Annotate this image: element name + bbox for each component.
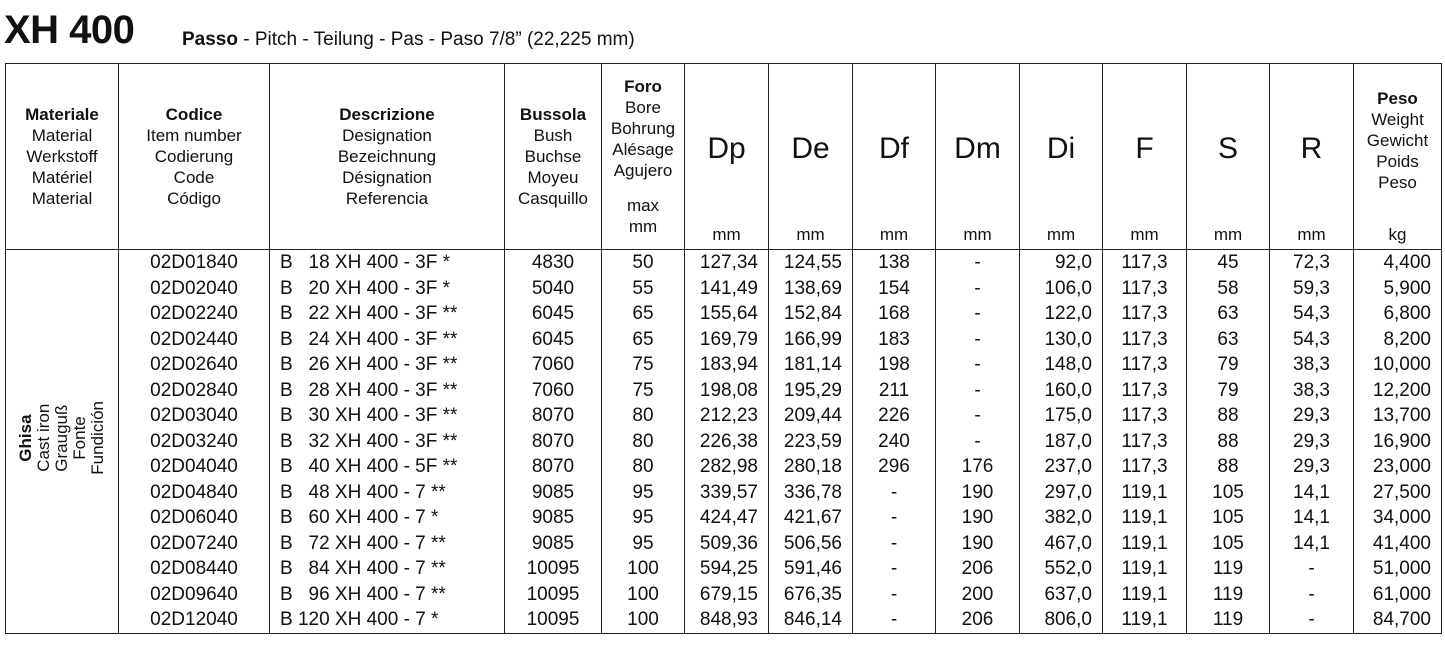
cell-de: 124,55	[769, 250, 853, 276]
hdr-line: Moyeu	[527, 168, 579, 187]
hdr-line: Alésage	[612, 140, 674, 159]
material-line: Grauguß	[52, 403, 71, 472]
cell-de: 846,14	[769, 607, 853, 633]
title-row	[4, 4, 1434, 54]
cell-s: 105	[1187, 480, 1270, 506]
cell-desc: B 84 XH 400 - 7 **	[270, 556, 505, 582]
col-s	[1187, 64, 1270, 250]
hdr-symbol: S	[1217, 132, 1238, 165]
cell-r: 72,3	[1270, 250, 1354, 276]
cell-bore: 75	[602, 352, 685, 378]
cell-s: 45	[1187, 250, 1270, 276]
cell-di: 237,0	[1020, 454, 1103, 480]
hdr-line: Material	[31, 189, 93, 208]
cell-dm: 190	[936, 505, 1020, 531]
cell-desc: B 72 XH 400 - 7 **	[270, 531, 505, 557]
col-di	[1020, 64, 1103, 250]
material-cell	[6, 250, 119, 634]
cell-bore: 95	[602, 505, 685, 531]
cell-s: 79	[1187, 378, 1270, 404]
hdr-line: Weight	[1371, 110, 1424, 129]
cell-f: 119,1	[1103, 505, 1187, 531]
cell-r: 14,1	[1270, 531, 1354, 557]
cell-code: 02D04840	[119, 480, 270, 506]
cell-r: -	[1270, 607, 1354, 633]
cell-de: 138,69	[769, 276, 853, 302]
cell-dm: -	[936, 378, 1020, 404]
cell-s: 119	[1187, 607, 1270, 633]
cell-bush: 6045	[505, 327, 602, 353]
material-label	[17, 401, 107, 475]
cell-bore: 80	[602, 454, 685, 480]
cell-bush: 9085	[505, 480, 602, 506]
cell-dp: 141,49	[685, 276, 769, 302]
cell-bore: 50	[602, 250, 685, 276]
cell-code: 02D02240	[119, 301, 270, 327]
cell-code: 02D02840	[119, 378, 270, 404]
hdr-unit: mm	[879, 225, 909, 244]
cell-r: 54,3	[1270, 301, 1354, 327]
table-row	[6, 480, 1442, 506]
cell-desc: B 18 XH 400 - 3F *	[270, 250, 505, 276]
cell-di: 122,0	[1020, 301, 1103, 327]
table-row	[6, 505, 1442, 531]
cell-f: 117,3	[1103, 429, 1187, 455]
cell-r: 29,3	[1270, 454, 1354, 480]
hdr-line: Code	[173, 168, 215, 187]
cell-desc: B 96 XH 400 - 7 **	[270, 582, 505, 608]
cell-df: 296	[853, 454, 936, 480]
hdr-line: Gewicht	[1366, 131, 1429, 150]
header-row	[6, 64, 1442, 250]
hdr-unit: mm	[796, 225, 825, 244]
cell-di: 806,0	[1020, 607, 1103, 633]
cell-di: 467,0	[1020, 531, 1103, 557]
col-peso	[1354, 64, 1442, 250]
hdr-line: Materiale	[25, 105, 99, 124]
cell-de: 195,29	[769, 378, 853, 404]
cell-s: 119	[1187, 556, 1270, 582]
cell-s: 105	[1187, 531, 1270, 557]
cell-bush: 6045	[505, 301, 602, 327]
table-row	[6, 352, 1442, 378]
hdr-line: Referencia	[345, 189, 429, 208]
cell-bush: 8070	[505, 454, 602, 480]
cell-bore: 100	[602, 607, 685, 633]
cell-bore: 100	[602, 582, 685, 608]
cell-di: 130,0	[1020, 327, 1103, 353]
table-row	[6, 276, 1442, 302]
cell-bore: 55	[602, 276, 685, 302]
cell-dp: 679,15	[685, 582, 769, 608]
hdr-line: Werkstoff	[26, 147, 98, 166]
material-bold: Ghisa	[16, 413, 35, 462]
cell-s: 88	[1187, 403, 1270, 429]
hdr-line: Descrizione	[339, 105, 435, 124]
hdr-line: Casquillo	[518, 189, 588, 208]
cell-w: 34,000	[1354, 505, 1442, 531]
hdr-line: Peso	[1377, 89, 1418, 108]
cell-dm: -	[936, 250, 1020, 276]
hdr-line: Buchse	[524, 147, 582, 166]
cell-w: 41,400	[1354, 531, 1442, 557]
cell-de: 152,84	[769, 301, 853, 327]
cell-desc: B 32 XH 400 - 3F **	[270, 429, 505, 455]
cell-code: 02D01840	[119, 250, 270, 276]
cell-df: 198	[853, 352, 936, 378]
cell-de: 209,44	[769, 403, 853, 429]
hdr-line: Bussola	[519, 105, 587, 124]
col-dp	[685, 64, 769, 250]
cell-bush: 7060	[505, 352, 602, 378]
cell-r: -	[1270, 556, 1354, 582]
cell-di: 297,0	[1020, 480, 1103, 506]
cell-bush: 7060	[505, 378, 602, 404]
hdr-unit: mm	[1297, 225, 1326, 244]
cell-f: 117,3	[1103, 301, 1187, 327]
cell-code: 02D09640	[119, 582, 270, 608]
pitch-subtitle	[182, 29, 635, 51]
hdr-unit: mm	[1046, 225, 1076, 244]
cell-bush: 9085	[505, 505, 602, 531]
cell-r: 54,3	[1270, 327, 1354, 353]
hdr-symbol: Dm	[954, 132, 1001, 165]
cell-w: 13,700	[1354, 403, 1442, 429]
cell-desc: B 24 XH 400 - 3F **	[270, 327, 505, 353]
cell-dm: -	[936, 403, 1020, 429]
cell-bore: 65	[602, 327, 685, 353]
cell-r: 38,3	[1270, 352, 1354, 378]
cell-desc: B 30 XH 400 - 3F **	[270, 403, 505, 429]
cell-f: 117,3	[1103, 378, 1187, 404]
cell-di: 148,0	[1020, 352, 1103, 378]
col-df	[853, 64, 936, 250]
cell-r: 38,3	[1270, 378, 1354, 404]
cell-code: 02D07240	[119, 531, 270, 557]
cell-code: 02D02440	[119, 327, 270, 353]
hdr-line: Poids	[1376, 152, 1419, 171]
cell-di: 175,0	[1020, 403, 1103, 429]
cell-w: 6,800	[1354, 301, 1442, 327]
table-row	[6, 327, 1442, 353]
hdr-line: Bohrung	[610, 119, 676, 138]
cell-df: 240	[853, 429, 936, 455]
hdr-unit: mm	[963, 225, 992, 244]
cell-dp: 127,34	[685, 250, 769, 276]
hdr-line: Codice	[165, 105, 223, 124]
cell-dp: 155,64	[685, 301, 769, 327]
cell-desc: B 60 XH 400 - 7 *	[270, 505, 505, 531]
hdr-symbol: R	[1300, 132, 1323, 165]
hdr-line: Código	[167, 189, 221, 208]
cell-di: 160,0	[1020, 378, 1103, 404]
hdr-line: Material	[31, 126, 93, 145]
cell-f: 117,3	[1103, 327, 1187, 353]
cell-w: 51,000	[1354, 556, 1442, 582]
hdr-symbol: Dp	[707, 132, 746, 165]
cell-dp: 594,25	[685, 556, 769, 582]
cell-de: 506,56	[769, 531, 853, 557]
cell-s: 88	[1187, 454, 1270, 480]
col-codice	[119, 64, 270, 250]
cell-s: 105	[1187, 505, 1270, 531]
col-r	[1270, 64, 1354, 250]
table-row	[6, 378, 1442, 404]
cell-f: 119,1	[1103, 556, 1187, 582]
cell-code: 02D06040	[119, 505, 270, 531]
cell-code: 02D03040	[119, 403, 270, 429]
cell-dp: 212,23	[685, 403, 769, 429]
col-bussola	[505, 64, 602, 250]
cell-df: 183	[853, 327, 936, 353]
cell-r: 29,3	[1270, 429, 1354, 455]
hdr-unit: mm	[1213, 225, 1243, 244]
cell-df: 154	[853, 276, 936, 302]
cell-df: -	[853, 505, 936, 531]
hdr-symbol: Di	[1046, 132, 1076, 165]
col-materiale	[6, 64, 119, 250]
cell-w: 5,900	[1354, 276, 1442, 302]
cell-r: 59,3	[1270, 276, 1354, 302]
hdr-symbol: F	[1135, 132, 1154, 165]
cell-di: 552,0	[1020, 556, 1103, 582]
cell-dm: 200	[936, 582, 1020, 608]
col-descrizione	[270, 64, 505, 250]
cell-w: 12,200	[1354, 378, 1442, 404]
hdr-symbol: Df	[879, 132, 909, 165]
cell-dp: 282,98	[685, 454, 769, 480]
hdr-line: Peso	[1378, 173, 1417, 192]
cell-de: 421,67	[769, 505, 853, 531]
table-row	[6, 454, 1442, 480]
cell-df: -	[853, 582, 936, 608]
cell-dp: 339,57	[685, 480, 769, 506]
cell-f: 117,3	[1103, 250, 1187, 276]
cell-w: 84,700	[1354, 607, 1442, 633]
cell-w: 23,000	[1354, 454, 1442, 480]
cell-w: 4,400	[1354, 250, 1442, 276]
cell-f: 117,3	[1103, 454, 1187, 480]
table-row	[6, 607, 1442, 633]
cell-di: 106,0	[1020, 276, 1103, 302]
hdr-line: Bezeichnung	[337, 147, 437, 166]
cell-r: 14,1	[1270, 480, 1354, 506]
cell-s: 88	[1187, 429, 1270, 455]
sprocket-table	[5, 63, 1442, 634]
page-title: XH 400	[4, 8, 135, 52]
table-row	[6, 429, 1442, 455]
col-dm	[936, 64, 1020, 250]
cell-w: 10,000	[1354, 352, 1442, 378]
cell-bore: 95	[602, 531, 685, 557]
cell-f: 117,3	[1103, 276, 1187, 302]
subtitle-rest: - Pitch - Teilung - Pas - Paso 7/8” (22,225 mm)	[237, 29, 635, 50]
cell-bore: 80	[602, 403, 685, 429]
cell-f: 119,1	[1103, 531, 1187, 557]
col-foro	[602, 64, 685, 250]
cell-bush: 5040	[505, 276, 602, 302]
cell-de: 591,46	[769, 556, 853, 582]
cell-de: 280,18	[769, 454, 853, 480]
cell-f: 119,1	[1103, 480, 1187, 506]
cell-code: 02D08440	[119, 556, 270, 582]
cell-di: 382,0	[1020, 505, 1103, 531]
cell-f: 119,1	[1103, 607, 1187, 633]
cell-r: 14,1	[1270, 505, 1354, 531]
cell-desc: B 22 XH 400 - 3F **	[270, 301, 505, 327]
cell-dp: 183,94	[685, 352, 769, 378]
cell-de: 676,35	[769, 582, 853, 608]
table-row	[6, 403, 1442, 429]
hdr-line: Désignation	[342, 168, 432, 187]
cell-bush: 8070	[505, 403, 602, 429]
cell-bush: 10095	[505, 556, 602, 582]
cell-w: 27,500	[1354, 480, 1442, 506]
cell-dp: 226,38	[685, 429, 769, 455]
cell-w: 16,900	[1354, 429, 1442, 455]
subtitle-bold: Passo	[182, 29, 238, 50]
cell-code: 02D03240	[119, 429, 270, 455]
cell-desc: B 26 XH 400 - 3F **	[270, 352, 505, 378]
cell-dm: 206	[936, 556, 1020, 582]
cell-bore: 100	[602, 556, 685, 582]
cell-di: 637,0	[1020, 582, 1103, 608]
hdr-line: Codierung	[154, 147, 234, 166]
cell-f: 117,3	[1103, 403, 1187, 429]
hdr-line: Item number	[146, 126, 242, 145]
table-row	[6, 556, 1442, 582]
hdr-line: max	[626, 196, 660, 215]
cell-f: 119,1	[1103, 582, 1187, 608]
hdr-unit: kg	[1388, 225, 1407, 244]
cell-bore: 95	[602, 480, 685, 506]
cell-r: 29,3	[1270, 403, 1354, 429]
cell-w: 61,000	[1354, 582, 1442, 608]
cell-dm: -	[936, 352, 1020, 378]
cell-bore: 65	[602, 301, 685, 327]
cell-df: -	[853, 480, 936, 506]
cell-bush: 10095	[505, 582, 602, 608]
cell-s: 119	[1187, 582, 1270, 608]
col-de	[769, 64, 853, 250]
hdr-line: Bush	[533, 126, 573, 145]
cell-dp: 169,79	[685, 327, 769, 353]
cell-de: 223,59	[769, 429, 853, 455]
cell-s: 63	[1187, 301, 1270, 327]
cell-bush: 10095	[505, 607, 602, 633]
material-line: Fundición	[88, 400, 107, 475]
cell-code: 02D12040	[119, 607, 270, 633]
cell-f: 117,3	[1103, 352, 1187, 378]
cell-r: -	[1270, 582, 1354, 608]
cell-df: 226	[853, 403, 936, 429]
cell-df: -	[853, 607, 936, 633]
cell-dm: -	[936, 301, 1020, 327]
table-row	[6, 582, 1442, 608]
cell-code: 02D04040	[119, 454, 270, 480]
cell-dm: -	[936, 327, 1020, 353]
cell-desc: B 120 XH 400 - 7 *	[270, 607, 505, 633]
cell-df: 138	[853, 250, 936, 276]
cell-de: 181,14	[769, 352, 853, 378]
cell-s: 79	[1187, 352, 1270, 378]
cell-de: 166,99	[769, 327, 853, 353]
cell-di: 92,0	[1020, 250, 1103, 276]
cell-dm: -	[936, 276, 1020, 302]
cell-desc: B 48 XH 400 - 7 **	[270, 480, 505, 506]
cell-dm: 190	[936, 480, 1020, 506]
hdr-line: mm	[628, 217, 658, 236]
cell-desc: B 20 XH 400 - 3F *	[270, 276, 505, 302]
cell-desc: B 28 XH 400 - 3F **	[270, 378, 505, 404]
cell-dm: -	[936, 429, 1020, 455]
hdr-unit: mm	[1130, 225, 1159, 244]
hdr-line: Agujero	[613, 161, 673, 180]
cell-w: 8,200	[1354, 327, 1442, 353]
table-row	[6, 250, 1442, 276]
cell-bush: 8070	[505, 429, 602, 455]
table-body	[6, 250, 1442, 634]
col-f	[1103, 64, 1187, 250]
cell-code: 02D02040	[119, 276, 270, 302]
cell-bush: 4830	[505, 250, 602, 276]
hdr-line: Foro	[624, 77, 662, 96]
hdr-line: Matériel	[31, 168, 93, 187]
cell-di: 187,0	[1020, 429, 1103, 455]
cell-dp: 198,08	[685, 378, 769, 404]
cell-s: 58	[1187, 276, 1270, 302]
table-row	[6, 531, 1442, 557]
cell-bore: 80	[602, 429, 685, 455]
cell-df: 211	[853, 378, 936, 404]
cell-code: 02D02640	[119, 352, 270, 378]
cell-dp: 424,47	[685, 505, 769, 531]
hdr-line: Bore	[625, 98, 661, 117]
cell-bush: 9085	[505, 531, 602, 557]
material-line: Cast iron	[34, 403, 53, 472]
table-row	[6, 301, 1442, 327]
cell-dp: 509,36	[685, 531, 769, 557]
cell-df: -	[853, 556, 936, 582]
material-line: Fonte	[70, 415, 89, 460]
cell-de: 336,78	[769, 480, 853, 506]
cell-desc: B 40 XH 400 - 5F **	[270, 454, 505, 480]
cell-df: 168	[853, 301, 936, 327]
cell-dp: 848,93	[685, 607, 769, 633]
cell-df: -	[853, 531, 936, 557]
cell-dm: 176	[936, 454, 1020, 480]
cell-s: 63	[1187, 327, 1270, 353]
cell-dm: 206	[936, 607, 1020, 633]
hdr-line: Designation	[342, 126, 432, 145]
hdr-unit: mm	[712, 225, 741, 244]
cell-dm: 190	[936, 531, 1020, 557]
cell-bore: 75	[602, 378, 685, 404]
hdr-symbol: De	[791, 132, 830, 165]
